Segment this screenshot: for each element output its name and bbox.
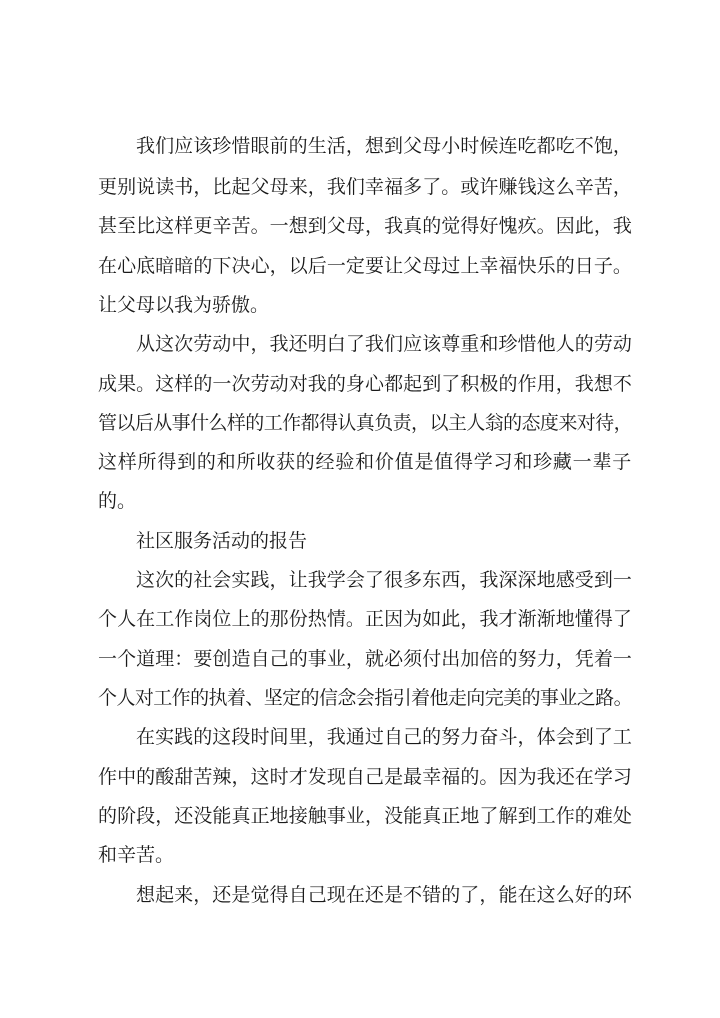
text-line: 甚至比这样更辛苦。一想到父母，我真的觉得好愧疚。因此，我	[98, 215, 633, 237]
text-line: 和辛苦。	[98, 844, 175, 866]
text-line: 我们应该珍惜眼前的生活，想到父母小时候连吃都吃不饱，	[136, 135, 633, 157]
text-line: 想起来，还是觉得自己现在还是不错的了，能在这么好的环	[136, 884, 633, 906]
text-line: 作中的酸甜苦辣，这时才发现自己是最幸福的。因为我还在学习	[98, 766, 633, 788]
text-line: 让父母以我为骄傲。	[98, 294, 270, 316]
text-line: 管以后从事什么样的工作都得认真负责，以主人翁的态度来对待，	[98, 412, 633, 434]
section-heading: 社区服务活动的报告	[136, 530, 308, 552]
text-line: 成果。这样的一次劳动对我的身心都起到了积极的作用，我想不	[98, 373, 633, 395]
text-line: 个人对工作的执着、坚定的信念会指引着他走向完美的事业之路。	[98, 687, 633, 709]
text-line: 在心底暗暗的下决心，以后一定要让父母过上幸福快乐的日子。	[98, 255, 633, 277]
text-line: 一个道理：要创造自己的事业，就必须付出加倍的努力，凭着一	[98, 648, 633, 670]
text-line: 在实践的这段时间里，我通过自己的努力奋斗，体会到了工	[136, 726, 633, 748]
text-line: 的阶段，还没能真正地接触事业，没能真正地了解到工作的难处	[98, 805, 633, 827]
text-line: 更别说读书，比起父母来，我们幸福多了。或许赚钱这么辛苦，	[98, 176, 633, 198]
text-line: 从这次劳动中，我还明白了我们应该尊重和珍惜他人的劳动	[136, 333, 633, 355]
text-line: 的。	[98, 490, 137, 512]
text-line: 这次的社会实践，让我学会了很多东西，我深深地感受到一	[136, 569, 633, 591]
text-line: 个人在工作岗位上的那份热情。正因为如此，我才渐渐地懂得了	[98, 608, 633, 630]
text-line: 这样所得到的和所收获的经验和价值是值得学习和珍藏一辈子	[98, 451, 633, 473]
